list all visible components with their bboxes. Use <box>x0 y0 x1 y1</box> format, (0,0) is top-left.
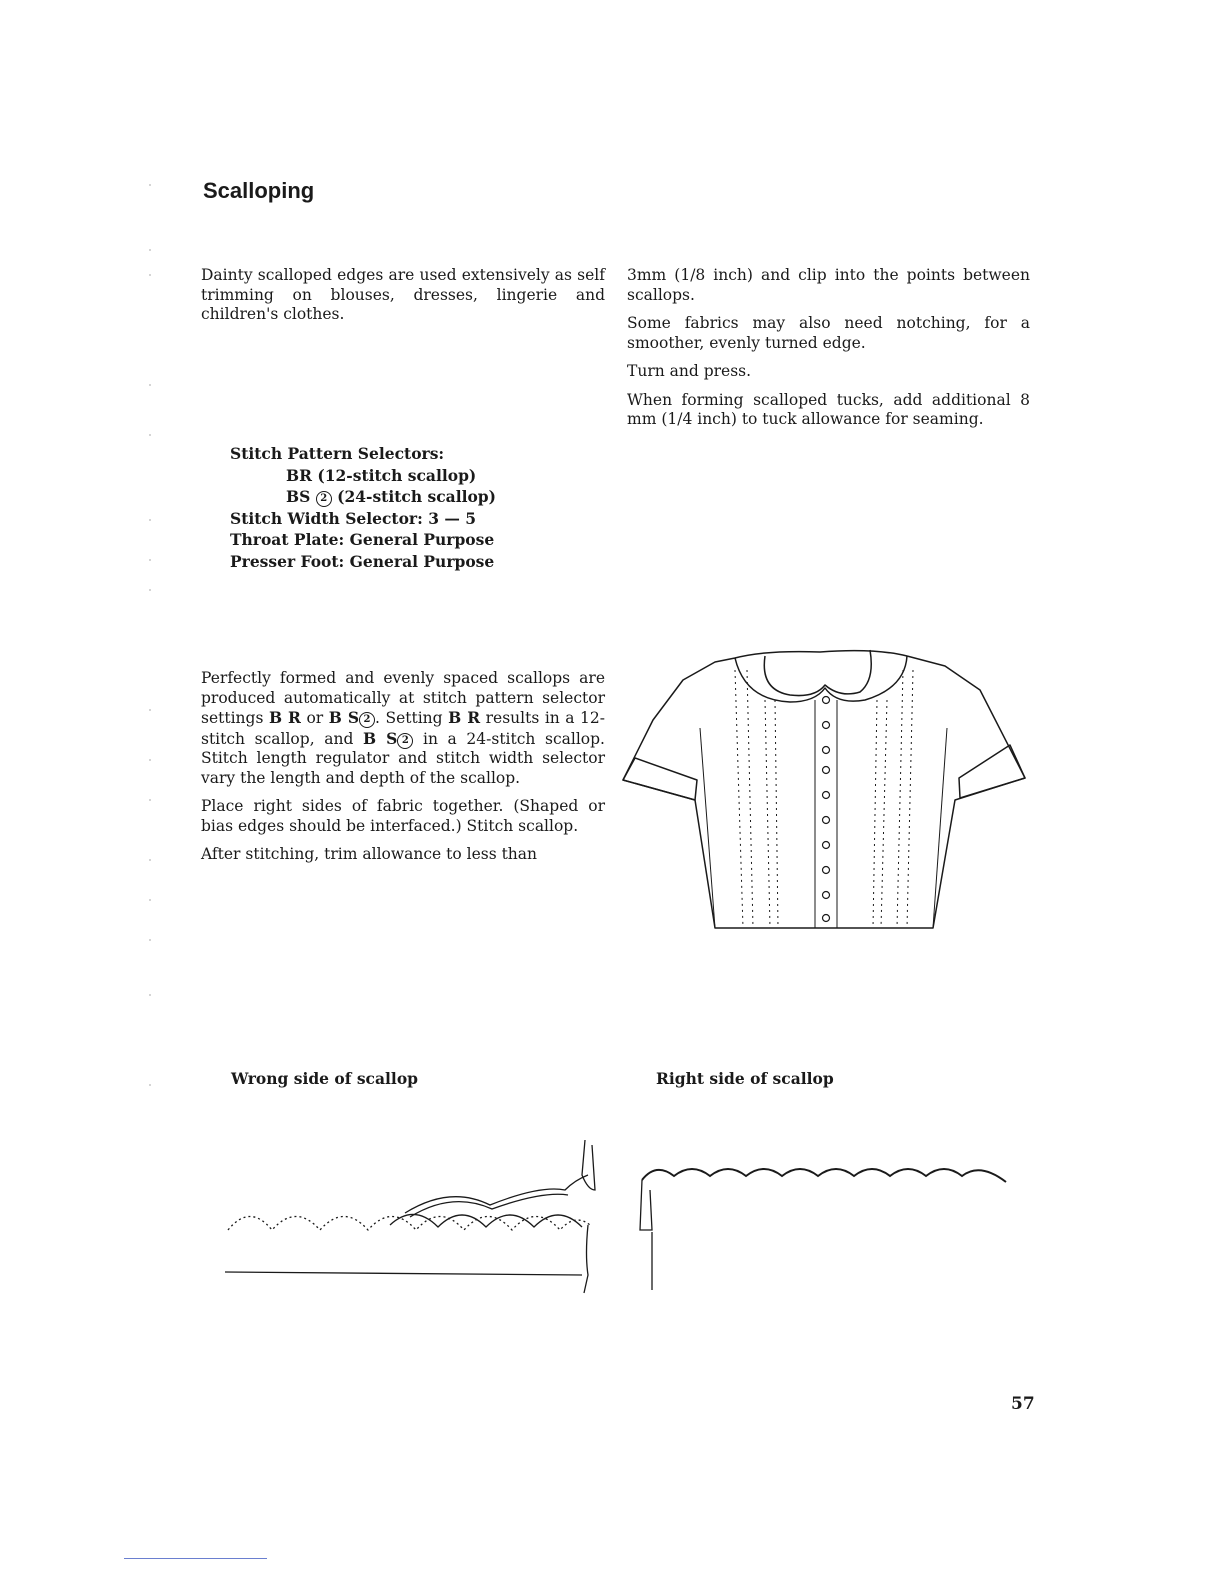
page-title: Scalloping <box>203 178 315 203</box>
p1-br: B R <box>268 708 301 727</box>
pattern-bs-suffix: (24-stitch scallop) <box>337 487 496 506</box>
p1-br-2: B R <box>448 708 481 727</box>
throat-plate: Throat Plate: General Purpose <box>230 530 495 549</box>
right-side-illustration <box>630 1160 1015 1300</box>
p1-text-d: in a 24-stitch scallop. Stitch length regulator and stitch width selector vary the length and depth of the scallop. <box>201 729 605 787</box>
body-paragraph-3: After stitching, trim allowance to less than <box>201 845 538 863</box>
right-paragraph-2: Some fabrics may also need notching, for a smoother, evenly turned edge. <box>627 314 1030 352</box>
stitch-width: Stitch Width Selector: 3 — 5 <box>230 508 477 528</box>
body-paragraph-2: Place right sides of fabric together. (Shaped or bias edges should be interfaced.) Stitch scallop. <box>201 797 605 835</box>
intro-paragraph <box>201 266 605 334</box>
right-paragraph-1: 3mm (1/8 inch) and clip into the points between scallops. <box>627 266 1030 304</box>
p1-bs-2: B S <box>363 728 398 748</box>
p1-text-c: results in a 12-stitch scallop, and <box>201 709 606 748</box>
p1-or: or <box>306 709 324 727</box>
p1-bs: B S <box>328 708 360 727</box>
p1-text-b: . Setting <box>375 709 443 727</box>
right-column <box>627 266 1030 439</box>
circled-number: 2 <box>316 491 332 507</box>
pattern-br: BR (12-stitch scallop) <box>286 465 477 485</box>
pattern-bs <box>230 486 496 508</box>
p1-text-a: Perfectly formed and evenly spaced scallops are produced automatically at stitch pattern selector settings <box>201 669 605 727</box>
right-paragraph-3: Turn and press. <box>627 362 752 380</box>
caption-wrong-side: Wrong side of scallop <box>231 1069 418 1088</box>
body-paragraphs <box>201 669 605 874</box>
intro-text: Dainty scalloped edges are used extensively as self trimming on blouses, dresses, lingerie and children's clothes. <box>201 266 605 323</box>
scan-edge-marks <box>147 180 153 1100</box>
circled-number: 2 <box>359 712 375 728</box>
pattern-selectors-label: Stitch Pattern Selectors: <box>230 444 445 463</box>
body-paragraph-1 <box>201 669 605 788</box>
blouse-illustration <box>615 640 1040 940</box>
wrong-side-illustration <box>220 1135 605 1300</box>
caption-right-side: Right side of scallop <box>656 1069 834 1088</box>
pattern-bs-prefix: BS <box>286 487 311 506</box>
page-number: 57 <box>1011 1394 1035 1414</box>
circled-number: 2 <box>397 733 413 749</box>
machine-settings <box>230 443 496 572</box>
right-paragraph-4: When forming scalloped tucks, add additional 8 mm (1/4 inch) to tuck allowance for seaming. <box>627 390 1030 428</box>
footer-rule <box>124 1558 267 1559</box>
presser-foot: Presser Foot: General Purpose <box>230 551 495 571</box>
